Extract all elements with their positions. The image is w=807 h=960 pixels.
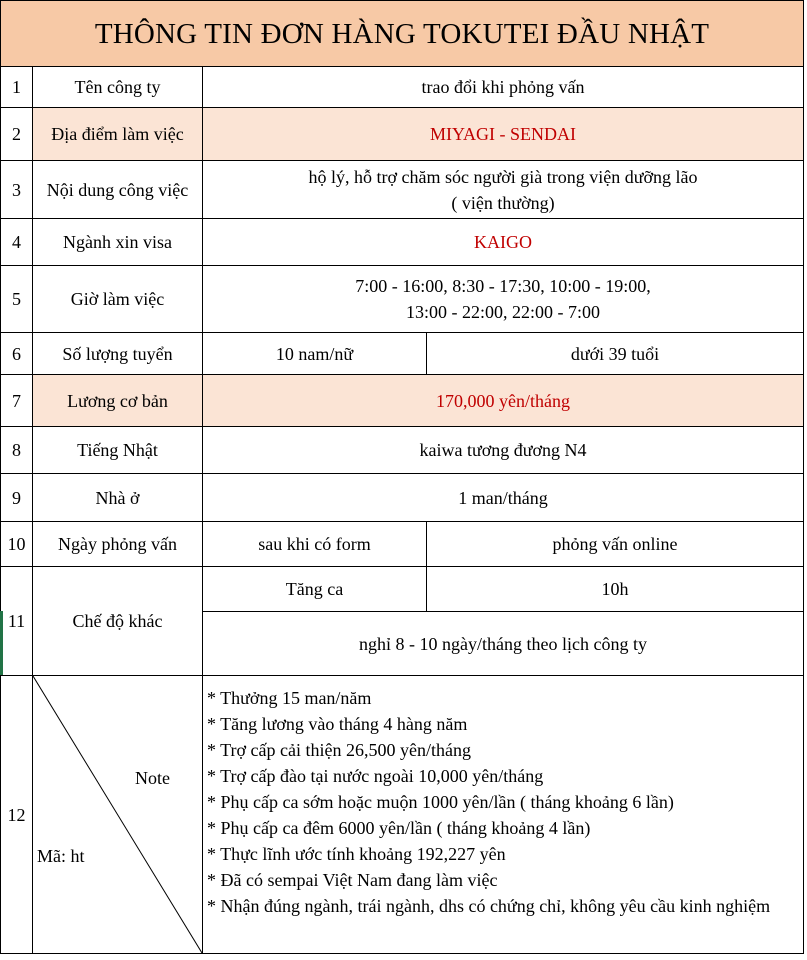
row-selection-marker [0,611,3,675]
row-number[interactable]: 12 [0,676,33,954]
row-number[interactable]: 3 [0,161,33,219]
value-base-salary[interactable]: 170,000 yên/tháng [203,375,804,427]
diagonal-divider [33,676,202,953]
note-line: * Tăng lương vào tháng 4 hàng năm [207,714,468,734]
label-japanese-level[interactable]: Tiếng Nhật [33,427,203,474]
label-company-name[interactable]: Tên công ty [33,67,203,108]
note-line: * Đã có sempai Việt Nam đang làm việc [207,870,498,890]
row-number[interactable]: 10 [0,522,33,567]
row-number[interactable]: 7 [0,375,33,427]
value-company-name[interactable]: trao đổi khi phỏng vấn [203,67,804,108]
job-content-line-1: hộ lý, hỗ trợ chăm sóc người già trong viện dưỡng lão [308,166,698,187]
note-line: * Trợ cấp đào tại nước ngoài 10,000 yên/tháng [207,766,544,786]
label-work-location[interactable]: Địa điểm làm việc [33,108,203,161]
label-recruitment-count[interactable]: Số lượng tuyển [33,333,203,375]
note-label: Note [135,768,170,788]
row-number[interactable]: 6 [0,333,33,375]
value-recruitment-count[interactable]: 10 nam/nữ [203,333,427,375]
label-housing[interactable]: Nhà ở [33,474,203,522]
value-housing[interactable]: 1 man/tháng [203,474,804,522]
value-japanese-level[interactable]: kaiwa tương đương N4 [203,427,804,474]
code-label: Mã: ht [37,846,85,866]
value-age-limit[interactable]: dưới 39 tuổi [427,333,804,375]
value-days-off[interactable]: nghỉ 8 - 10 ngày/tháng theo lịch công ty [203,612,804,676]
label-working-hours[interactable]: Giờ làm việc [33,266,203,333]
notes-cell[interactable] [203,676,804,954]
note-line: * Phụ cấp ca đêm 6000 yên/lần ( tháng khoảng 4 lần) [207,818,591,838]
note-line: * Thực lĩnh ước tính khoảng 192,227 yên [207,844,506,864]
sheet-title: THÔNG TIN ĐƠN HÀNG TOKUTEI ĐẦU NHẬT [0,0,804,67]
row-number[interactable]: 11 [0,567,33,676]
note-code-cell[interactable] [33,676,203,954]
label-visa-field[interactable]: Ngành xin visa [33,219,203,266]
label-base-salary[interactable]: Lương cơ bản [33,375,203,427]
label-other-benefits[interactable]: Chế độ khác [33,567,203,676]
value-visa-field[interactable]: KAIGO [203,219,804,266]
value-interview-method[interactable]: phỏng vấn online [427,522,804,567]
note-line: * Trợ cấp cải thiện 26,500 yên/tháng [207,740,471,760]
working-hours-line-1: 7:00 - 16:00, 8:30 - 17:30, 10:00 - 19:00, [355,276,651,296]
value-job-content[interactable] [203,161,804,219]
label-interview-date[interactable]: Ngày phỏng vấn [33,522,203,567]
note-line: * Thưởng 15 man/năm [207,688,372,708]
value-work-location[interactable]: MIYAGI - SENDAI [203,108,804,161]
job-content-line-2: ( viện thường) [451,192,555,213]
working-hours-line-2: 13:00 - 22:00, 22:00 - 7:00 [406,302,600,322]
row-number[interactable]: 8 [0,427,33,474]
label-overtime[interactable]: Tăng ca [203,567,427,612]
row-number[interactable]: 4 [0,219,33,266]
note-line: * Phụ cấp ca sớm hoặc muộn 1000 yên/lần ( tháng khoảng 6 lần) [207,792,674,812]
note-line: * Nhận đúng ngành, trái ngành, dhs có chứng chỉ, không yêu cầu kinh nghiệm [207,896,771,916]
label-job-content[interactable]: Nội dung công việc [33,161,203,219]
value-interview-date[interactable]: sau khi có form [203,522,427,567]
row-number[interactable]: 9 [0,474,33,522]
value-overtime[interactable]: 10h [427,567,804,612]
row-number[interactable]: 1 [0,67,33,108]
row-number[interactable]: 2 [0,108,33,161]
value-working-hours[interactable] [203,266,804,333]
row-number[interactable]: 5 [0,266,33,333]
